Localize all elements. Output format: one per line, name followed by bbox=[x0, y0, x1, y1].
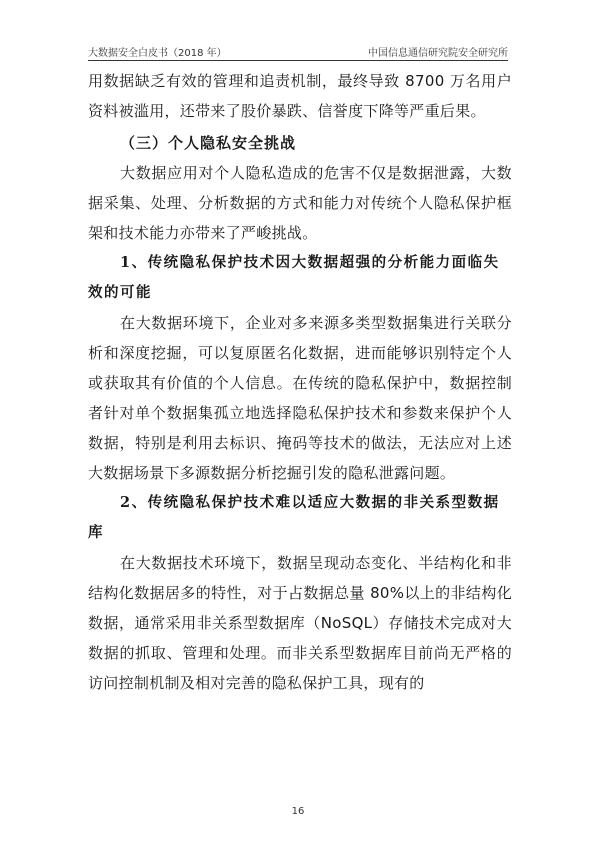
subsection-heading: 2、传统隐私保护技术难以适应大数据的非关系型数据库 bbox=[88, 494, 500, 541]
body-paragraph: 大数据应用对个人隐私造成的危害不仅是数据泄露，大数据采集、处理、分析数据的方式和能力对传统个人隐私保护框架和技术能力亦带来了严峻挑战。 bbox=[88, 164, 512, 242]
body-paragraph: 在大数据环境下，企业对多来源多类型数据集进行关联分析和深度挖掘，可以复原匿名化数据，进而能够识别特定个人或获取其有价值的个人信息。在传统的隐私保护中，数据控制者针对单个数据集孤立地选择隐私保护技术和参数来保护个人数据，特别是利用去标识、掩码等技术的做法，无法应对上述大数据场景下多源数据分析挖掘引发的隐私泄露问题。 bbox=[88, 314, 512, 482]
subsection-heading: 1、传统隐私保护技术因大数据超强的分析能力面临失效的可能 bbox=[88, 254, 500, 301]
page-number: 16 bbox=[291, 806, 305, 817]
running-header bbox=[88, 40, 508, 60]
page-body bbox=[88, 66, 512, 698]
header-divider bbox=[88, 60, 508, 61]
section-heading: （三）个人隐私安全挑战 bbox=[120, 134, 297, 152]
body-paragraph: 在大数据技术环境下，数据呈现动态变化、半结构化和非结构化数据居多的特性，对于占数据总量 80%以上的非结构化数据，通常采用非关系型数据库（NoSQL）存储技术完成对大数据的抓取、管理和处理。而非关系型数据库目前尚无严格的访问控制机制及相对完善的隐私保护工具，现有的 bbox=[88, 554, 512, 692]
header-document-title: 大数据安全白皮书（2018 年） bbox=[88, 48, 227, 59]
header-organization: 中国信息通信研究院安全研究所 bbox=[368, 48, 508, 59]
body-paragraph: 用数据缺乏有效的管理和追责机制，最终导致 8700 万名用户资料被滥用，还带来了股价暴跌、信誉度下降等严重后果。 bbox=[88, 72, 512, 120]
